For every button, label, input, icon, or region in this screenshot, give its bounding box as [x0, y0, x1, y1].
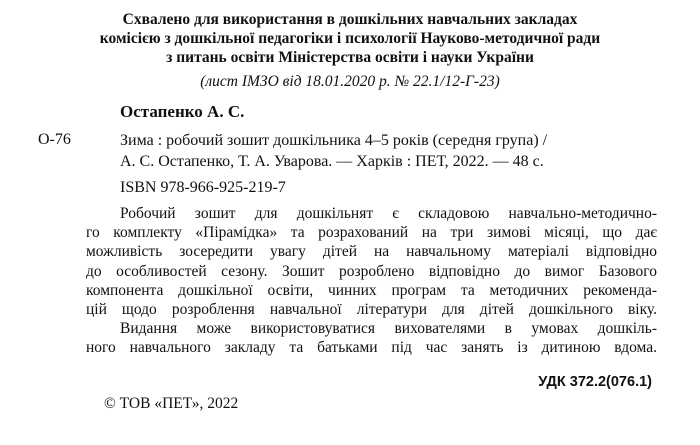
- approval-line: Схвалено для використання в дошкільних навчальних закладах: [122, 11, 578, 28]
- approval-statement: [60, 10, 640, 67]
- copyright-notice: © ТОВ «ПЕТ», 2022: [104, 395, 239, 412]
- abstract-line: до особливостей сезону. Зошит розроблено відповідно до вимог Базового: [86, 262, 657, 280]
- isbn: ISBN 978-966-925-219-7: [120, 179, 286, 196]
- abstract-line: Робочий зошит для дошкільнят є складовою навчально-методично-: [120, 205, 657, 222]
- abstract-line: ного навчального закладу та батьками під час занять із дитиною вдома.: [86, 339, 657, 357]
- abstract-line: Видання може використовуватися вихователями в умовах дошкіль-: [120, 320, 657, 338]
- abstract-line: цій щодо розроблення навчальної літератури для дітей дошкільного віку.: [86, 301, 657, 319]
- abstract-line: го комплекту «Пірамідка» та розрахований на три зимові місяці, що дає: [86, 224, 657, 242]
- abstract-line: компонента дошкільної освіти, чинних програм та методичних рекоменда-: [86, 281, 657, 299]
- approval-line: комісією з дошкільної педагогіки і психології Науково-методичної ради: [99, 30, 601, 47]
- bibliographic-description: [120, 130, 655, 172]
- author-index-code: О-76: [38, 131, 71, 148]
- abstract-line: можливість зосередити увагу дітей на навчальному матеріалі відповідно: [86, 243, 657, 261]
- approval-letter-reference: (лист ІМЗО від 18.01.2020 р. № 22.1/12-Г-23): [200, 73, 500, 90]
- abstract-paragraph: [86, 204, 657, 319]
- author-heading: Остапенко А. С.: [120, 102, 245, 121]
- approval-line: з питань освіти Міністерства освіти і науки України: [166, 49, 534, 66]
- bibliographic-line: Зима : робочий зошит дошкільника 4–5 років (середня група) /: [120, 132, 548, 149]
- abstract-paragraph: [86, 319, 657, 357]
- udk-code: УДК 372.2(076.1): [538, 374, 652, 390]
- abstract: [86, 204, 657, 358]
- bibliographic-line: А. С. Остапенко, Т. А. Уварова. — Харків : ПЕТ, 2022. — 48 с.: [120, 153, 544, 170]
